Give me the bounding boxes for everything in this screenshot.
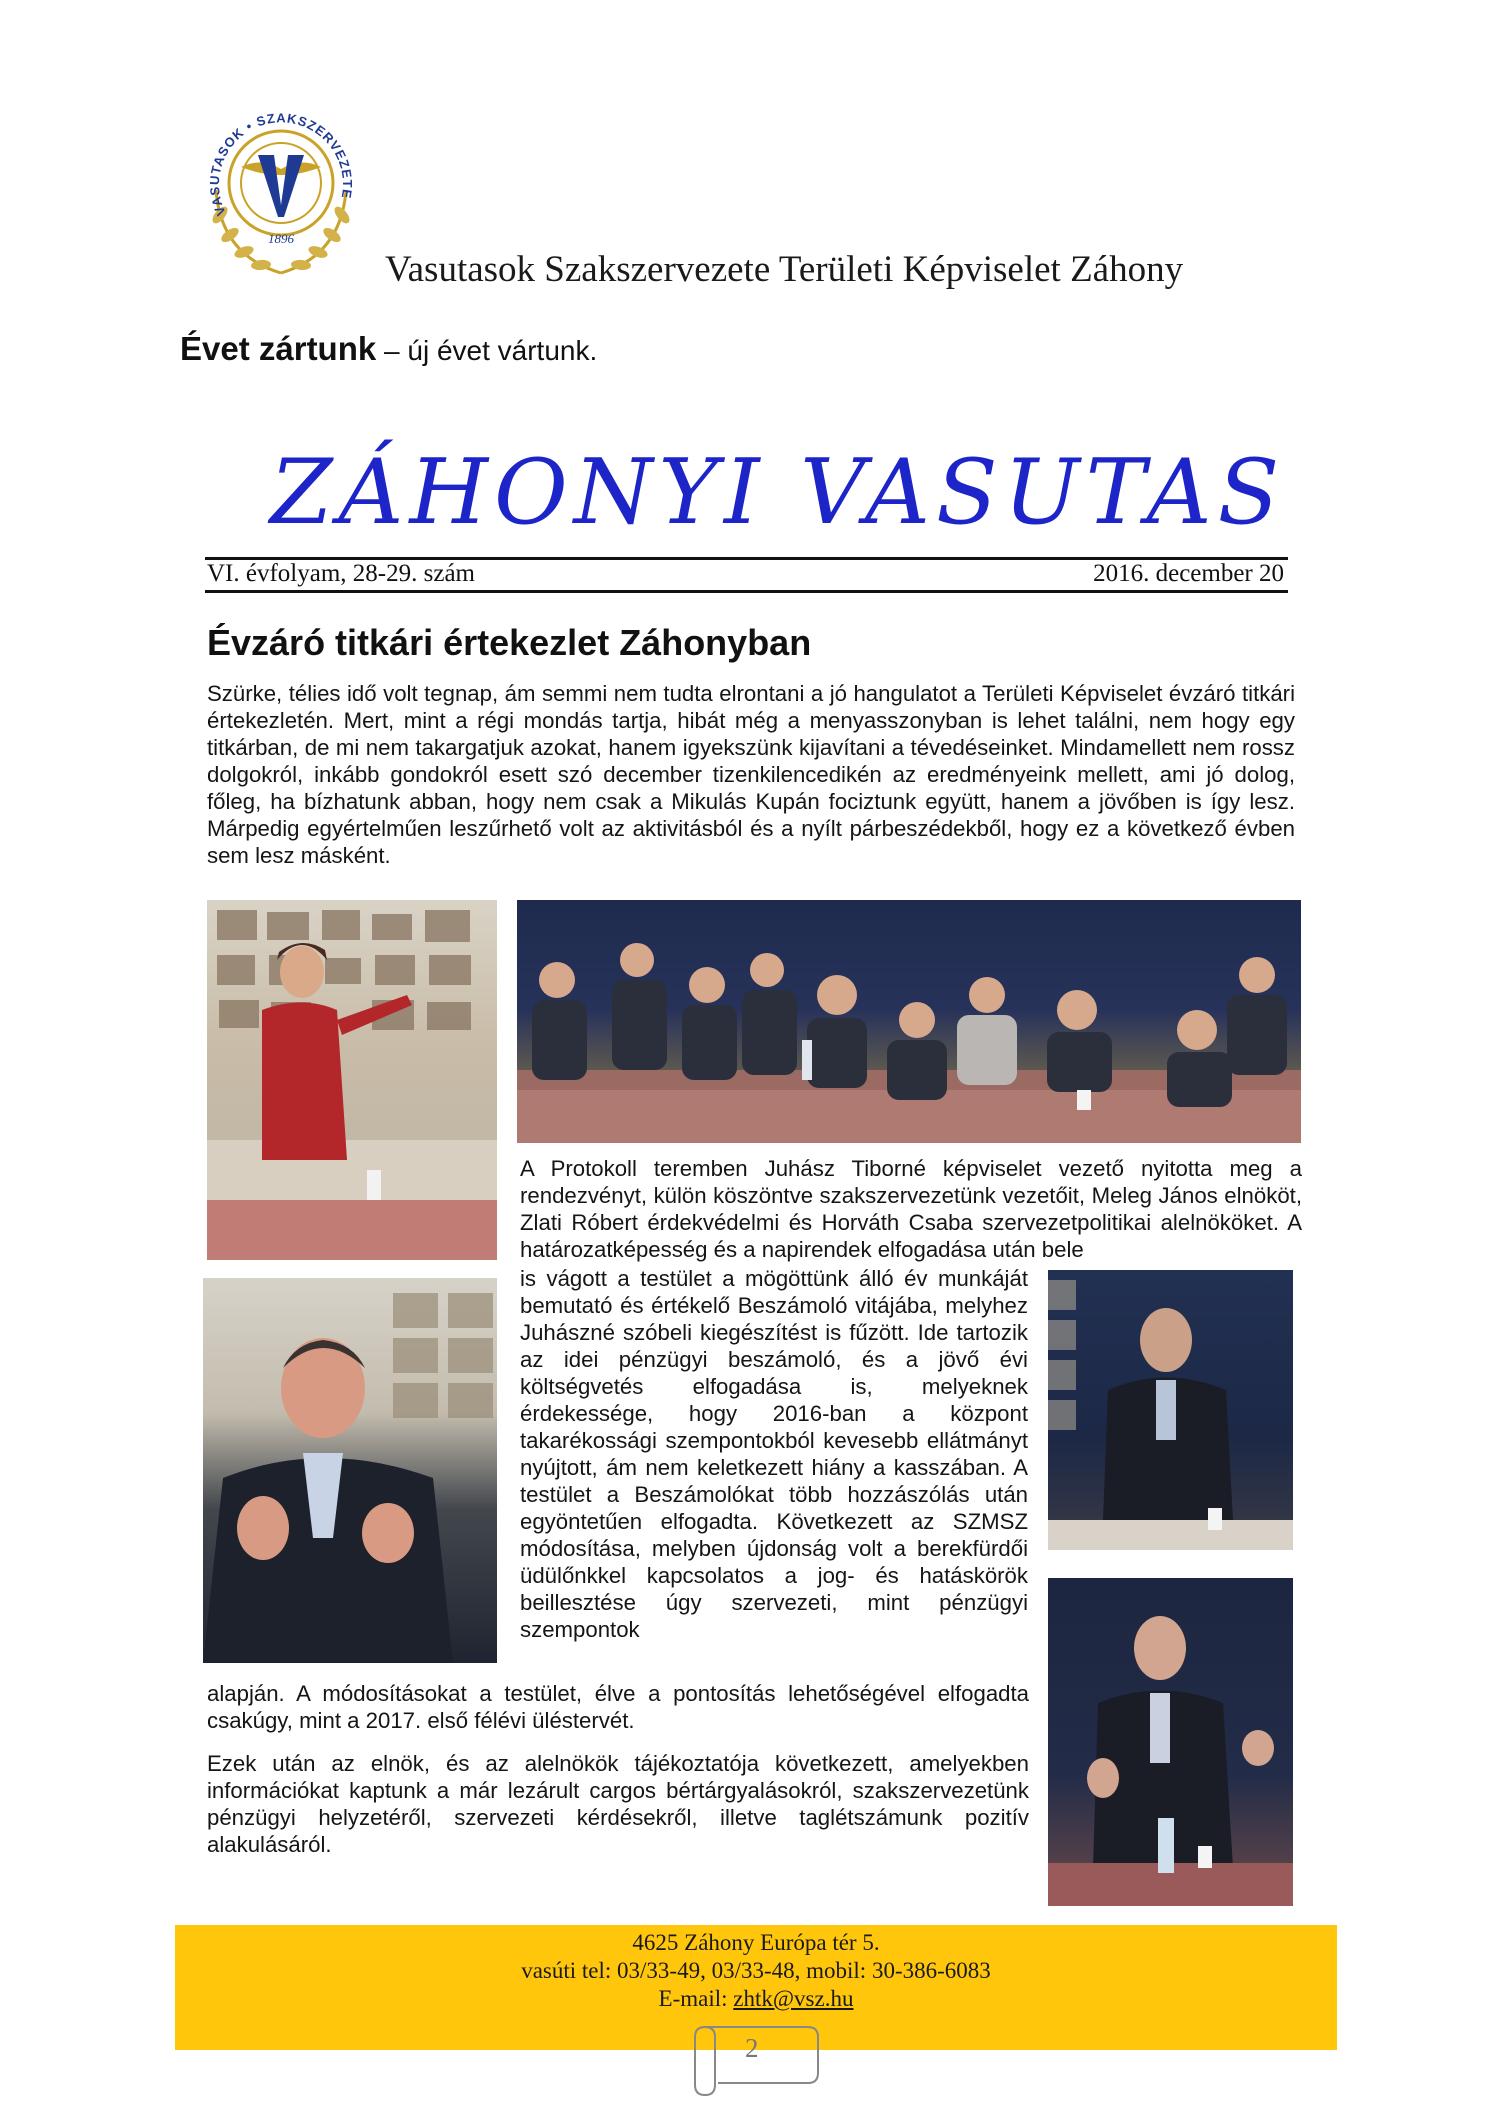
article-intro: Szürke, télies idő volt tegnap, ám semmi nem tudta elrontani a jó hangulatot a Területi Képviselet évzáró titkári értekezletén. Mert, mint a régi mondás tartja, hibát még a menyasszonyban is lehet találni, nem hogy egy titkárban, de mi nem takargatjuk azokat, hanem igyekszünk kijavítani a tévedéseinket. Mindamellett nem rossz dolgokról, inkább gondokról esett szó december tizenkilencedikén az eredményeink mellett, ami jó dolog, főleg, ha bízhatunk abban, hogy nem csak a Mikulás Kupán fociztunk együtt, hanem a jövőben is így lesz. Márpedig egyértelműen leszűrhető volt az aktivitásból és a nyílt párbeszédekből, hogy ez a következő évben sem lesz másként. [207,681,1295,868]
headline [180,330,597,368]
footer-phone: vasúti tel: 03/33-49, 03/33-48, mobil: 30-386-6083 [521,1958,991,1983]
footer-address: 4625 Záhony Európa tér 5. [632,1930,880,1955]
footer-email-label: E-mail: [658,1986,734,2011]
article-wide-paragraph: alapján. A módosításokat a testület, élve a pontosítás lehetőségével elfogadta csakúgy, mint a 2017. első félévi üléstervét. [207,1681,1029,1733]
photo-speaker-left [203,1278,497,1663]
article-final-paragraph: Ezek után az elnök, és az alelnökök tájékoztatója következett, amelyekben információkat kaptunk a már lezárult cargos bértárgyalásokról, szakszervezetünk pénzügyi helyzetéről, szervezeti kérdésekről, illetve taglétszámunk pozitív alakulásáról. [207,1751,1029,1857]
photo-meeting-room [517,900,1301,1143]
union-logo [186,95,376,285]
newsletter-masthead: ZÁHONYI VASUTAS [270,440,1286,545]
photo-speaker-right-top [1048,1270,1293,1550]
footer-email-link[interactable]: zhtk@vsz.hu [733,1986,854,2011]
footer-email-line [175,1985,1337,2013]
article-protocol-paragraph: A Protokoll teremben Juhász Tiborné képviselet vezető nyitotta meg a rendezvényt, külön köszöntve szakszervezetünk vezetőit, Meleg János elnököt, Zlati Róbert érdekvédelmi és Horváth Csaba szervezetpolitikai alelnököket. A határozatképesség és a napirendek elfogadása után bele [520,1156,1302,1262]
headline-rest: – új évet vártunk. [376,335,598,366]
photo-speaker-right-bottom [1048,1578,1293,1906]
issue-bar [205,557,1288,593]
headline-bold: Évet zártunk [180,330,377,367]
issue-date: 2016. december 20 [1093,560,1284,587]
article-title: Évzáró titkári értekezlet Záhonyban [207,622,812,663]
photo-presenter-woman [207,900,497,1260]
logo-ring-text: VASUTASOK • SZAKSZERVEZETE [206,110,356,219]
issue-number: VI. évfolyam, 28-29. szám [207,560,475,587]
organization-title: Vasutasok Szakszervezete Területi Képviselet Záhony [385,249,1184,290]
article-narrow-paragraph: is vágott a testület a mögöttünk álló év munkáját bemutató és értékelő Beszámoló vitájába, melyhez Juhászné szóbeli kiegészítést is fűzött. Ide tartozik az idei pénzügyi beszámoló, és a jövő évi költségvetés elfogadása is, melyeknek érdekessége, hogy 2016-ban a központ takarékossági szempontokból kevesebb ellátmányt nyújtott, ám nem keletkezett hiány a kasszában. A testület a Beszámolókat több hozzászólás után egyöntetűen elfogadta. Következett az SZMSZ módosítása, melyben újdonság volt a berekfürdői üdülőnkkel kapcsolatos a jog- és hatáskörök beillesztése úgy szervezeti, mint pénzügyi szempontok [520,1266,1028,1642]
logo-year: 1896 [268,231,294,246]
page-number: 2 [745,2033,759,2063]
